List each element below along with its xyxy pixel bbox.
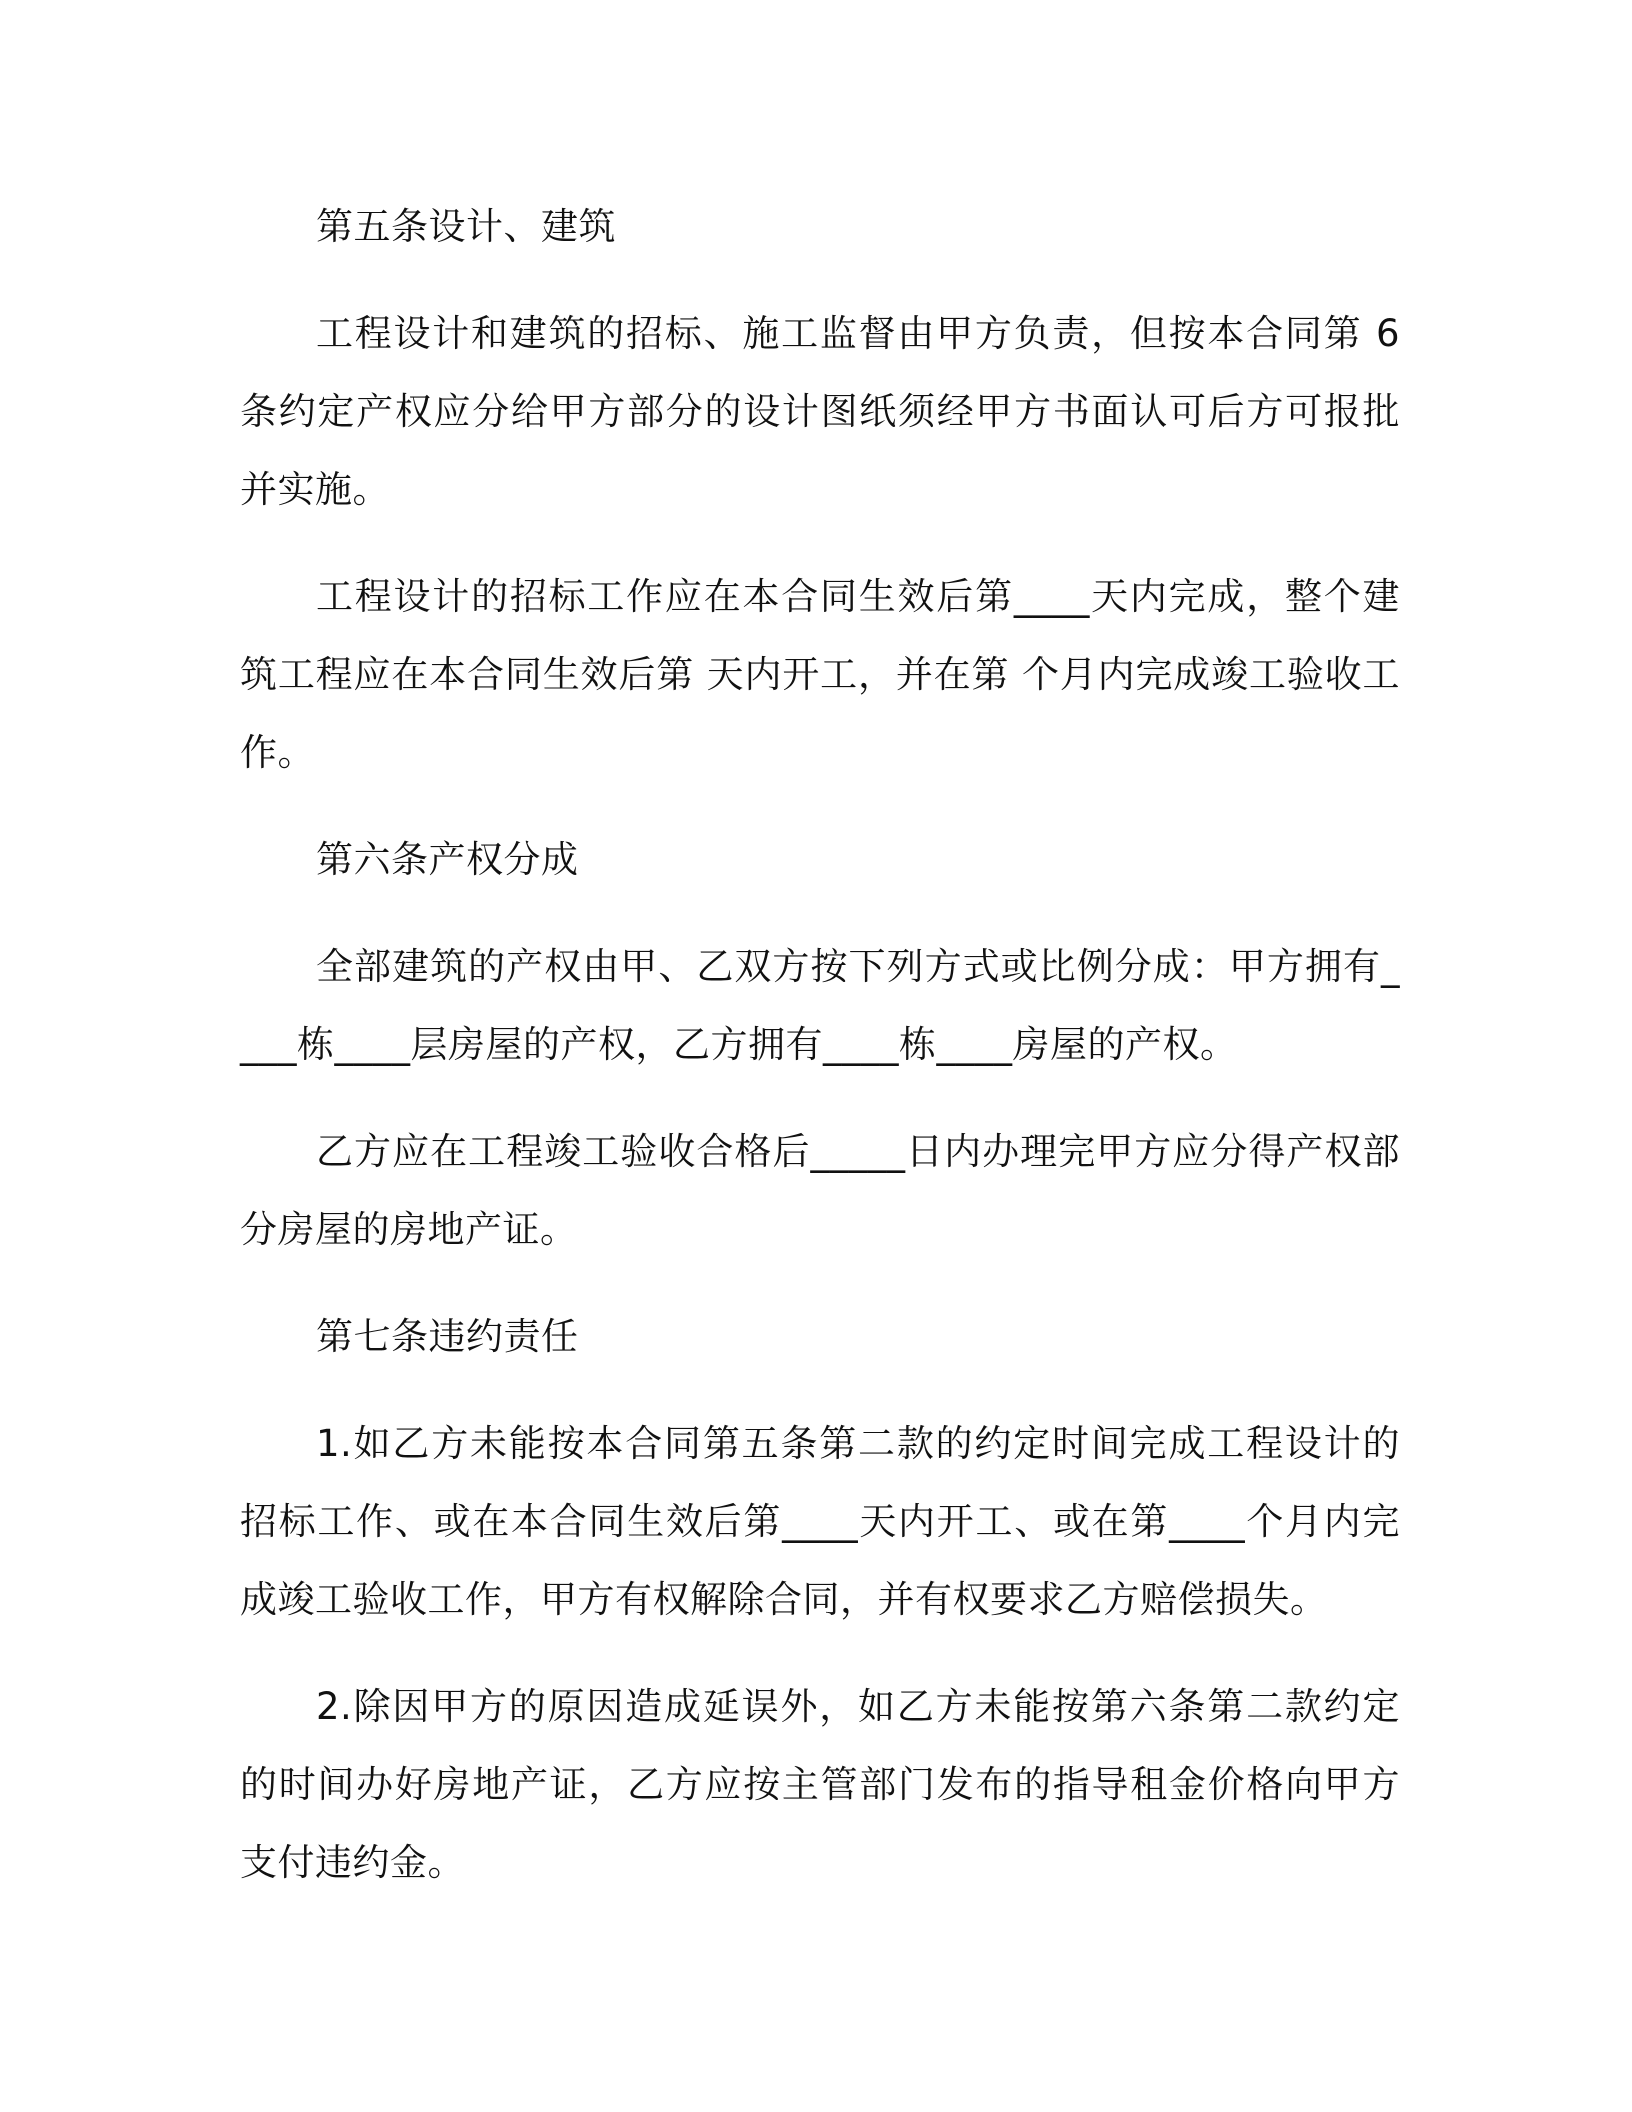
article-6-paragraph-2: 乙方应在工程竣工验收合格后_____日内办理完甲方应分得产权部分房屋的房地产证。: [240, 1130, 1400, 1251]
article-6-heading: 第六条产权分成: [316, 838, 579, 881]
article-5-paragraph-1: 工程设计和建筑的招标、施工监督由甲方负责，但按本合同第 6 条约定产权应分给甲方部分的设计图纸须经甲方书面认可后方可报批并实施。: [240, 312, 1400, 511]
article-5-paragraph-2: 工程设计的招标工作应在本合同生效后第____天内完成，整个建筑工程应在本合同生效后第 天内开工，并在第 个月内完成竣工验收工作。: [240, 575, 1400, 774]
document-body: [240, 188, 1400, 1931]
article-6-paragraph-1: 全部建筑的产权由甲、乙双方按下列方式或比例分成：甲方拥有____栋____层房屋的产权，乙方拥有____栋____房屋的产权。: [240, 945, 1400, 1066]
article-7-clause-2: 2.除因甲方的原因造成延误外，如乙方未能按第六条第二款约定的时间办好房地产证，乙方应按主管部门发布的指导租金价格向甲方支付违约金。: [240, 1685, 1400, 1884]
article-7-clause-1: 1.如乙方未能按本合同第五条第二款的约定时间完成工程设计的招标工作、或在本合同生效后第____天内开工、或在第____个月内完成竣工验收工作，甲方有权解除合同，并有权要求乙方赔偿损失。: [240, 1422, 1400, 1621]
article-5-heading: 第五条设计、建筑: [316, 205, 616, 248]
article-7-heading: 第七条违约责任: [316, 1315, 579, 1358]
